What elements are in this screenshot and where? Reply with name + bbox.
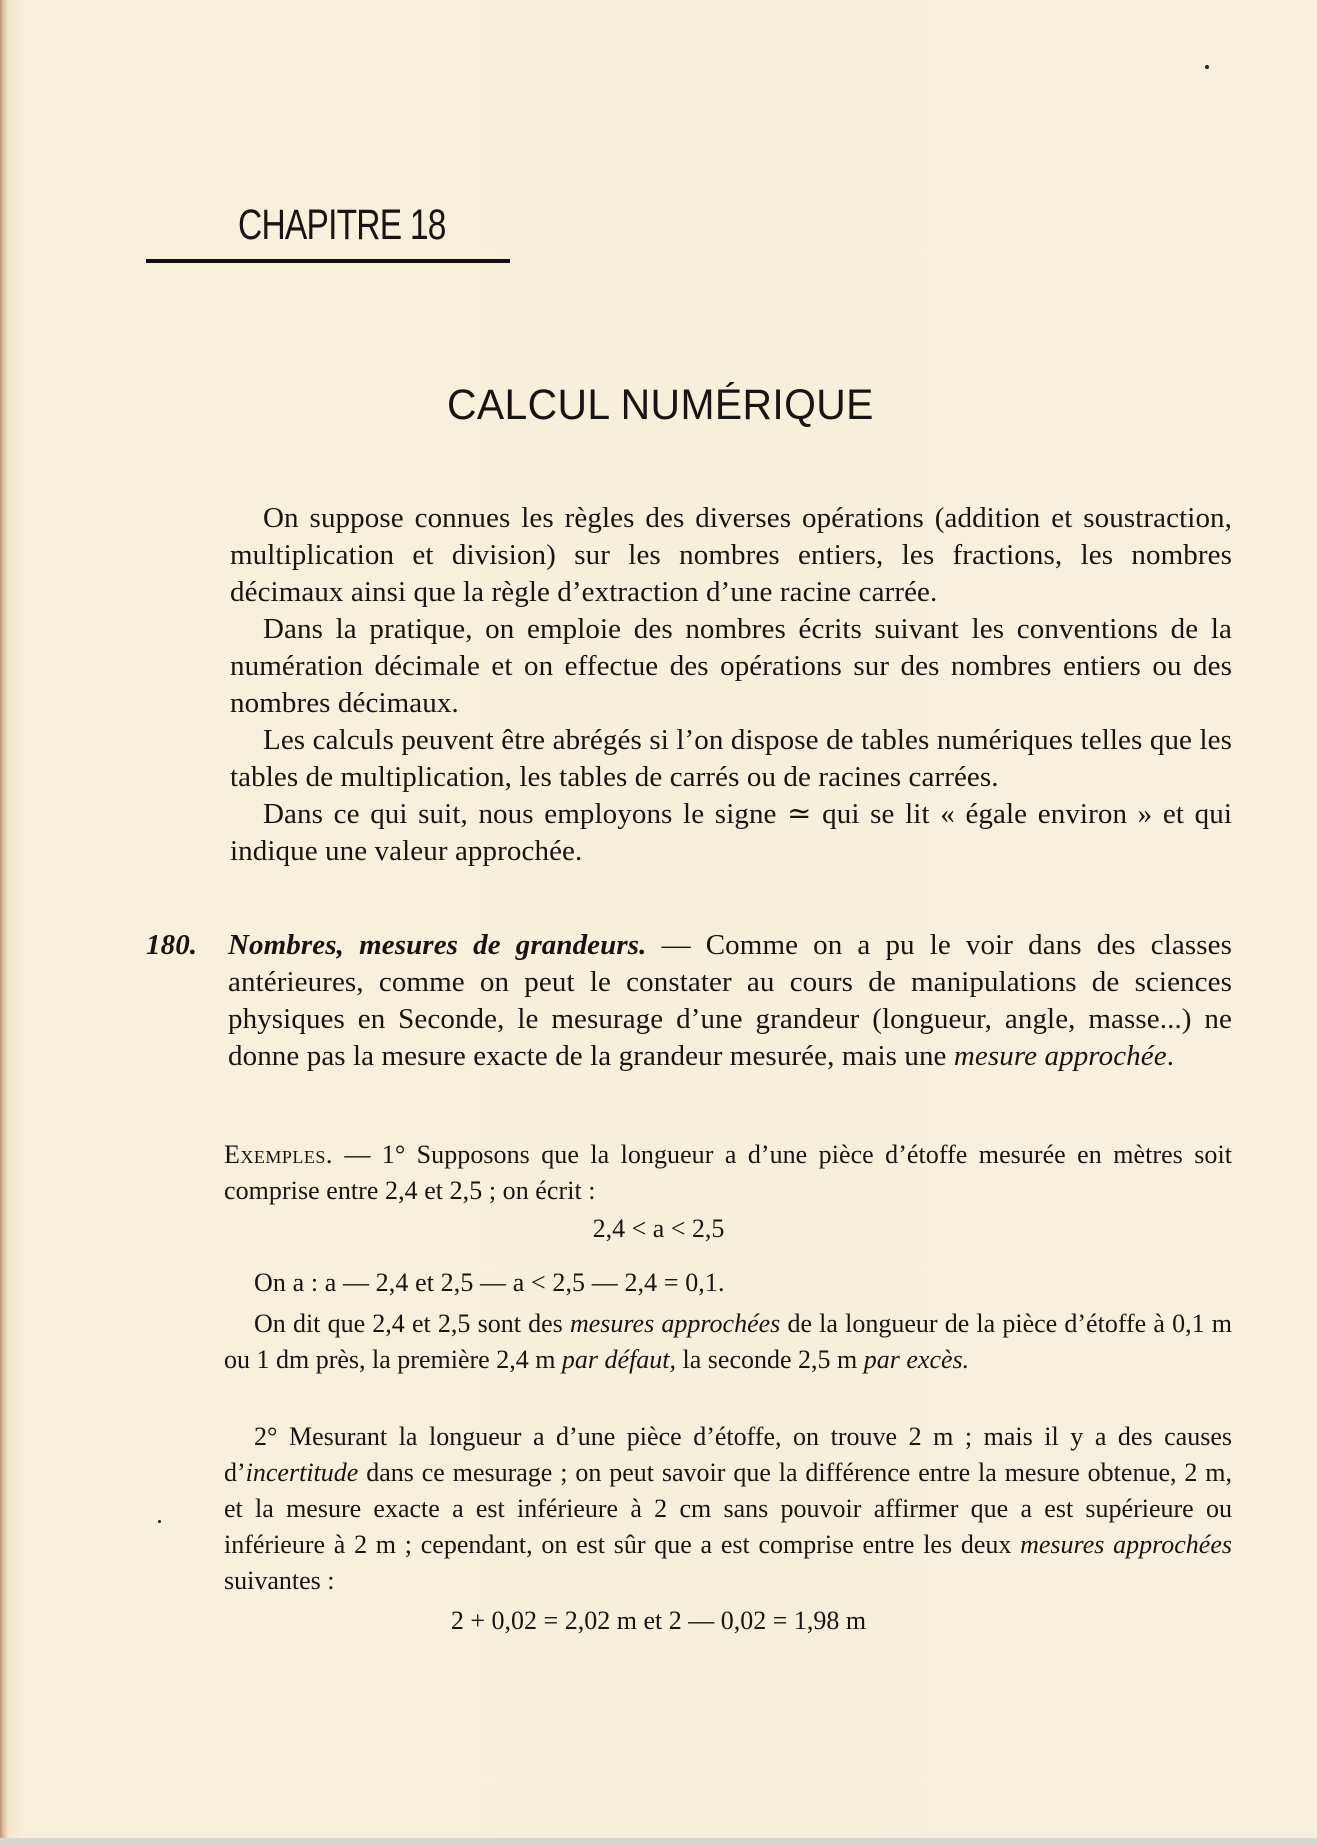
paragraph-b-middle-1: de la longueur de la pièce d’étoffe à 0,1 m ou 1 dm près, la première 2,4 m xyxy=(224,1309,1233,1374)
page-mark xyxy=(1205,65,1209,69)
section-heading: Nombres, mesures de grandeurs. xyxy=(228,929,647,961)
approximate-measures-paragraph xyxy=(224,1306,1232,1378)
intro-paragraph-3: Les calculs peuvent être abrégés si l’on dispose de tables numériques telles que les tables de multiplication, les tables de carrés ou de racines carrées. xyxy=(230,724,1232,793)
paragraph-c-italic-2: mesures approchées xyxy=(1020,1530,1232,1559)
section-text-before-italic: — Comme on a pu le voir dans des classes antérieures, comme on peut le constater au cours de manipulations de sciences physiques en Seconde, le mesurage d’une grandeur (longueur, angle, masse...) ne donne pas la mesure exacte de la grandeur mesurée, mais une xyxy=(228,929,1232,1072)
intro-paragraph-1: On suppose connues les règles des diverses opérations (addition et soustraction, multiplication et division) sur les nombres entiers, les fractions, les nombres décimaux ainsi que la règle d’extraction d’une racine carrée. xyxy=(230,502,1232,608)
examples-first xyxy=(224,1137,1232,1209)
on-a-line: On a : a — 2,4 et 2,5 — a < 2,5 — 2,4 = 0,1. xyxy=(254,1268,725,1297)
inequality-formula: 2,4 < a < 2,5 xyxy=(592,1214,725,1243)
paragraph-c-middle: dans ce mesurage ; on peut savoir que la différence entre la mesure obtenue, 2 m, et la mesure exacte a est inférieure à 2 cm sans pouvoir affirmer que a est supérieure ou inférieure à 2 m ; cependant, on est sûr que a est comprise entre les deux xyxy=(224,1458,1232,1559)
intro-paragraph-4: Dans ce qui suit, nous employons le signe ≃ qui se lit « égale environ » et qui indique une valeur approchée. xyxy=(230,798,1232,867)
chapter-label: CHAPITRE 18 xyxy=(238,201,446,249)
section-text-after-italic: . xyxy=(1166,1040,1175,1072)
section-number: 180. xyxy=(146,929,198,961)
chapter-underline xyxy=(146,259,510,263)
paragraph-b-italic-1: mesures approchées xyxy=(569,1309,781,1338)
margin-dot xyxy=(158,1520,161,1523)
uncertainty-paragraph xyxy=(224,1419,1232,1599)
section-180 xyxy=(146,927,1232,1075)
section-body xyxy=(228,927,1232,1075)
intro-paragraph-2: Dans la pratique, on emploie des nombres écrits suivant les conventions de la numération décimale et on effectue des opérations sur des nombres entiers ou des nombres décimaux. xyxy=(230,613,1232,719)
section-italic-phrase: mesure approchée xyxy=(953,1040,1167,1072)
chapter-title: CALCUL NUMÉRIQUE xyxy=(447,381,874,429)
paragraph-b-italic-2: par défaut, xyxy=(561,1345,677,1374)
paragraph-b-middle-2: la seconde 2,5 m xyxy=(676,1345,864,1374)
paragraph-b-italic-3: par excès. xyxy=(863,1345,970,1374)
paragraph-c-italic-1: incertitude xyxy=(245,1458,359,1487)
paragraph-c-end: suivantes : xyxy=(224,1566,335,1595)
approximation-formulas: 2 + 0,02 = 2,02 m et 2 — 0,02 = 1,98 m xyxy=(450,1606,867,1635)
examples-first-text: — 1° Supposons que la longueur a d’une pièce d’étoffe mesurée en mètres soit comprise entre 2,4 et 2,5 ; on écrit : xyxy=(224,1140,1232,1205)
examples-label: Exemples. xyxy=(224,1140,333,1169)
introduction xyxy=(230,500,1232,870)
paragraph-c-start: 2° Mesurant la longueur a d’une pièce d’étoffe, on trouve 2 m ; mais il y a des causes d’ xyxy=(224,1422,1232,1487)
paragraph-b-start: On dit que 2,4 et 2,5 sont des xyxy=(254,1309,570,1338)
